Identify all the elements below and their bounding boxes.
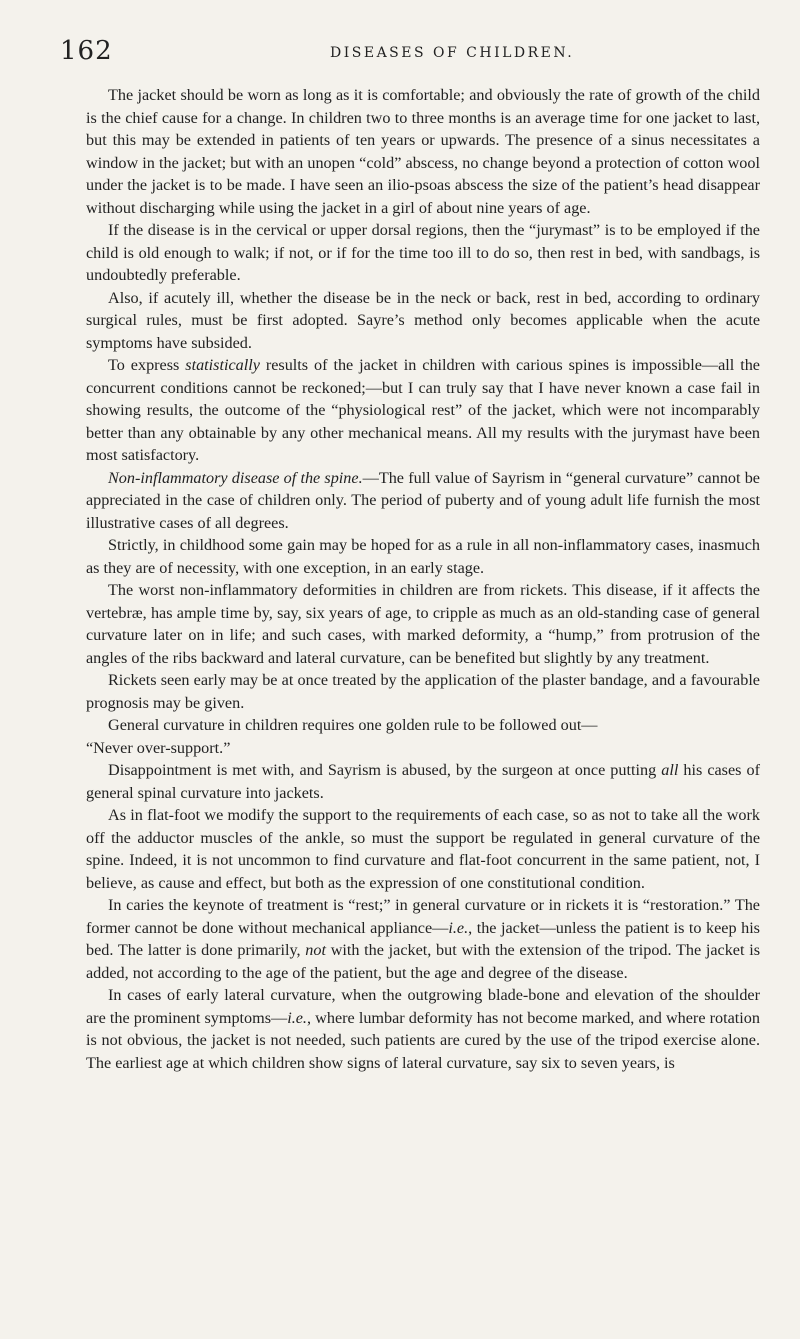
running-head — [60, 36, 760, 66]
paragraph: To express statistically results of the jacket in children with carious spines is impossible—all the concurrent conditions cannot be reckoned;—but I can truly say that I have never known a case fail in showing results, the outcome of the “physiological rest” of the jacket, which were not incomparably better than any obtainable by any other mechanical means. All my results with the jurymast have been most satisfactory. — [86, 356, 760, 464]
paragraph: In caries the keynote of treatment is “rest;” in general curvature or in rickets it is “restoration.” The former cannot be done without mechanical appliance—i.e., the jacket—unless the patient is to keep his bed. The latter is done primarily, not with the jacket, but with the extension of the tripod. The jacket is added, not according to the age of the patient, but the age and degree of the disease. — [86, 896, 760, 982]
paragraph: If the disease is in the cervical or upper dorsal regions, then the “jurymast” is to be employed if the child is old enough to walk; if not, or if for the time too ill to do so, then rest in bed, with sandbags, is undoubtedly preferable. — [86, 221, 760, 284]
paragraph: In cases of early lateral curvature, when the outgrowing blade-bone and elevation of the shoulder are the prominent symptoms—i.e., where lumbar deformity has not become marked, and where rotation is not obvious, the jacket is not needed, such patients are cured by the use of the tripod exercise alone. The earliest age at which children show signs of lateral curvature, say six to seven years, is — [86, 986, 760, 1072]
paragraph: Strictly, in childhood some gain may be hoped for as a rule in all non-inflammatory cases, inasmuch as they are of necessity, with one exception, in an early stage. — [86, 536, 760, 577]
section-heading: Non-inflammatory disease of the spine. — [108, 468, 363, 487]
paragraph: The jacket should be worn as long as it is comfortable; and obviously the rate of growth of the child is the chief cause for a change. In children two to three months is an average time for one jacket to last, but this may be extended in patients of ten years or upwards. The presence of a sinus necessitates a window in the jacket; but with an unopen “cold” abscess, no change beyond a protection of cotton wool under the jacket is to be made. I have seen an ilio-psoas abscess the size of the patient’s head disappear without discharging while using the jacket in a girl of about nine years of age. — [86, 86, 760, 217]
page-number: 162 — [60, 36, 113, 66]
paragraph: The worst non-inflammatory deformities in children are from rickets. This disease, if it affects the vertebræ, has ample time by, say, six years of age, to cripple as much as an old-standing case of general curvature later on in life; and such cases, with marked deformity, a “hump,” from protrusion of the angles of the ribs backward and lateral curvature, can be benefited but slightly by any treatment. — [86, 581, 760, 667]
running-title: DISEASES OF CHILDREN. — [330, 45, 575, 61]
paragraph: Also, if acutely ill, whether the disease be in the neck or back, rest in bed, according to ordinary surgical rules, must be first adopted. Sayre’s method only becomes applicable when the acute symptoms have subsided. — [86, 288, 760, 352]
paragraph: As in flat-foot we modify the support to the requirements of each case, so as not to take all the work off the adductor muscles of the ankle, so must the support be regulated in general curvature of the spine. Indeed, it is not uncommon to find curvature and flat-foot concurrent in the same patient, not, I believe, as cause and effect, but both as the expression of one constitutional condition. — [86, 806, 760, 892]
body-text — [86, 84, 760, 1074]
paragraph: Disappointment is met with, and Sayrism is abused, by the surgeon at once putting all his cases of general spinal curvature into jackets. — [86, 761, 760, 802]
section-paragraph: Non-inflammatory disease of the spine.—The full value of Sayrism in “general curvature” cannot be appreciated in the case of children only. The period of puberty and of young adult life furnish the most illustrative cases of all degrees. — [86, 468, 760, 532]
paragraph: General curvature in children requires one golden rule to be followed out— — [108, 716, 598, 734]
golden-rule: “Never over-support.” — [86, 738, 231, 757]
paragraph: Rickets seen early may be at once treated by the application of the plaster bandage, and a favourable prognosis may be given. — [86, 671, 760, 712]
